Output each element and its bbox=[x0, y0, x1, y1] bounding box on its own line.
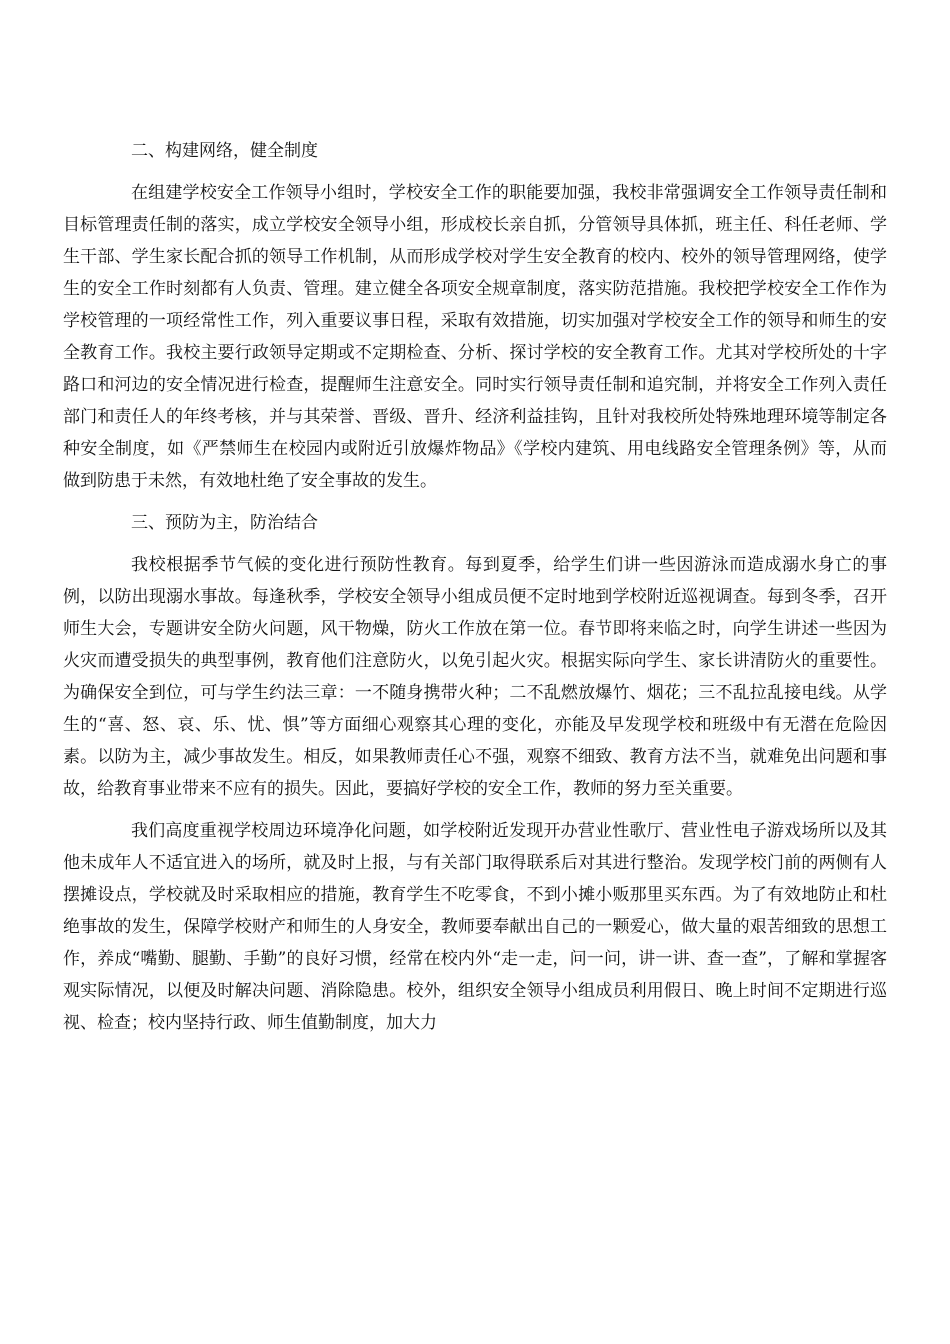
section-heading-3: 三、预防为主，防治结合 bbox=[131, 513, 318, 533]
section-heading-2: 二、构建网络，健全制度 bbox=[131, 141, 318, 161]
paragraph-3-1: 我校根据季节气候的变化进行预防性教育。每到夏季，给学生们讲一些因游泳而造成溺水身亡的事例，以防出现溺水事故。每逢秋季，学校安全领导小组成员便不定时地到学校附近巡视调查。每到冬季，召开师生大会，专题讲安全防火问题，风干物燥，防火工作放在第一位。春节即将来临之时，向学生讲述一些因为火灾而遭受损失的典型事例，教育他们注意防火，以免引起火灾。根据实际向学生、家长讲清防火的重要性。为确保安全到位，可与学生约法三章：一不随身携带火种；二不乱燃放爆竹、烟花；三不乱拉乱接电线。从学生的“喜、怒、哀、乐、忧、惧”等方面细心观察其心理的变化，亦能及早发现学校和班级中有无潜在危险因素。以防为主，减少事故发生。相反，如果教师责任心不强，观察不细致、教育方法不当，就难免出问题和事故，给教育事业带来不应有的损失。因此，要搞好学校的安全工作，教师的努力至关重要。 bbox=[63, 555, 887, 799]
paragraph-2-1: 在组建学校安全工作领导小组时，学校安全工作的职能要加强，我校非常强调安全工作领导责任制和目标管理责任制的落实，成立学校安全领导小组，形成校长亲自抓，分管领导具体抓，班主任、科任老师、学生干部、学生家长配合抓的领导工作机制，从而形成学校对学生安全教育的校内、校外的领导管理网络，使学生的安全工作时刻都有人负责、管理。建立健全各项安全规章制度，落实防范措施。我校把学校安全工作作为学校管理的一项经常性工作，列入重要议事日程，采取有效措施，切实加强对学校安全工作的领导和师生的安全教育工作。我校主要行政领导定期或不定期检查、分析、探讨学校的安全教育工作。尤其对学校所处的十字路口和河边的安全情况进行检查，提醒师生注意安全。同时实行领导责任制和追究制，并将安全工作列入责任部门和责任人的年终考核，并与其荣誉、晋级、晋升、经济利益挂钩，且针对我校所处特殊地理环境等制定各种安全制度，如《严禁师生在校园内或附近引放爆炸物品》《学校内建筑、用电线路安全管理条例》等，从而做到防患于未然，有效地杜绝了安全事故的发生。 bbox=[63, 183, 887, 491]
paragraph-3-2: 我们高度重视学校周边环境净化问题，如学校附近发现开办营业性歌厅、营业性电子游戏场所以及其他未成年人不适宜进入的场所，就及时上报，与有关部门取得联系后对其进行整治。发现学校门前的两侧有人摆摊设点，学校就及时采取相应的措施，教育学生不吃零食，不到小摊小贩那里买东西。为了有效地防止和杜绝事故的发生，保障学校财产和师生的人身安全，教师要奉献出自己的一颗爱心，做大量的艰苦细致的思想工作，养成“嘴勤、腿勤、手勤”的良好习惯，经常在校内外“走一走，问一问，讲一讲、查一查”，了解和掌握客观实际情况，以便及时解决问题、消除隐患。校外，组织安全领导小组成员利用假日、晚上时间不定期进行巡视、检查；校内坚持行政、师生值勤制度，加大力 bbox=[63, 821, 887, 1033]
